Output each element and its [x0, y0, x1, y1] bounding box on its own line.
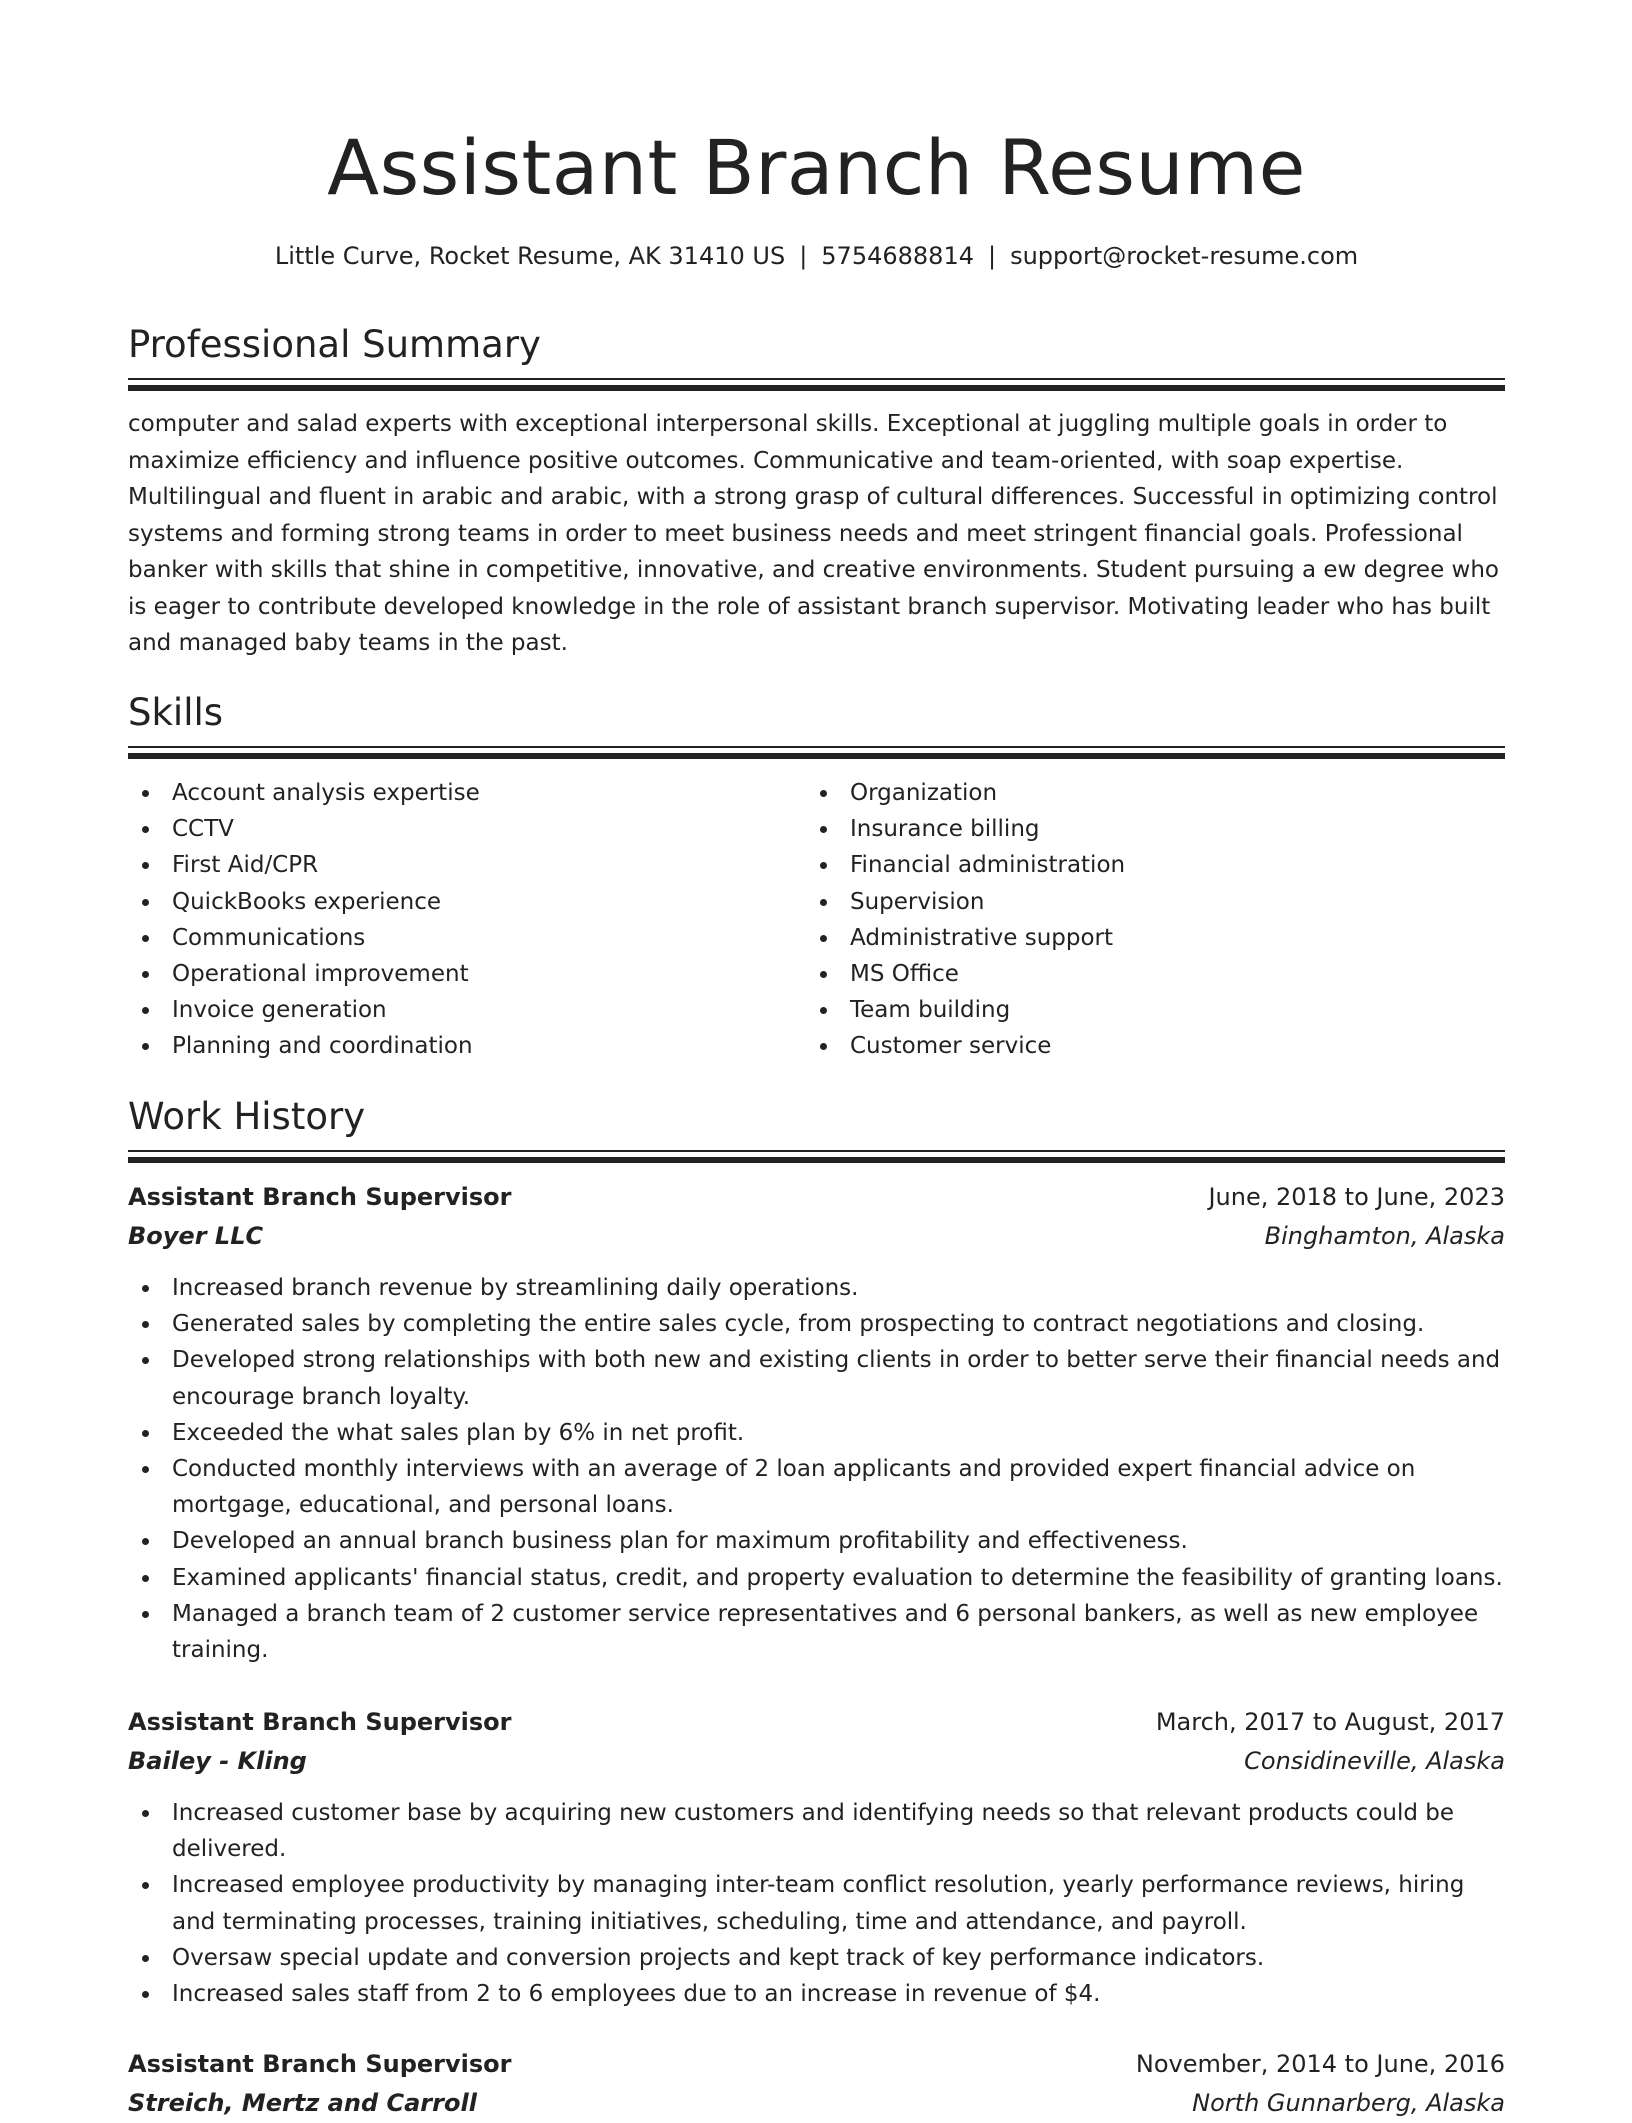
section-divider — [128, 1150, 1505, 1163]
summary-text: computer and salad experts with exceptional interpersonal skills. Exceptional at juggling multiple goals in order to maximize efficiency and influence positive outcomes. Communicative and team-oriented, with soap expertise. Multilingual and fluent in arabic and arabic, with a strong grasp of cultural differences. Successful in optimizing control systems and forming strong teams in order to meet business needs and meet stringent financial goals. Professional banker with skills that shine in competitive, innovative, and creative environments. Student pursuing a ew degree who is eager to contribute developed knowledge in the role of assistant branch supervisor. Motivating leader who has built and managed baby teams in the past. — [128, 411, 1499, 656]
job-bullet: Conducted monthly interviews with an average of 2 loan applicants and provided expert financial advice on mortgage, educational, and personal loans. — [128, 1451, 1505, 1523]
skill-item: Customer service — [806, 1028, 1446, 1064]
job-bullet: Increased employee productivity by managing inter-team conflict resolution, yearly performance reviews, hiring and terminating processes, training initiatives, scheduling, time and attendance, and payroll. — [128, 1867, 1505, 1939]
skills-heading: Skills — [128, 691, 224, 734]
job-bullet: Increased customer base by acquiring new customers and identifying needs so that relevant products could be delivered. — [128, 1795, 1505, 1867]
skill-item: Operational improvement — [128, 956, 768, 992]
contact-email: support@rocket-resume.com — [1010, 242, 1359, 270]
skill-item: Invoice generation — [128, 992, 768, 1028]
skill-item: First Aid/CPR — [128, 847, 768, 883]
job-bullet: Developed an annual branch business plan for maximum profitability and effectiveness. — [128, 1523, 1505, 1559]
job-bullets — [128, 1795, 1505, 2012]
skill-item: Team building — [806, 992, 1446, 1028]
job-title: Assistant Branch Supervisor — [128, 1708, 512, 1736]
job-header-row — [128, 1703, 1505, 1742]
skill-item: Communications — [128, 920, 768, 956]
job-company: Boyer LLC — [128, 1222, 264, 1250]
contact-separator: | — [799, 242, 808, 270]
job-entry — [128, 1178, 1505, 1668]
skill-item: Account analysis expertise — [128, 775, 768, 811]
contact-address: Little Curve, Rocket Resume, AK 31410 US — [274, 242, 786, 270]
job-bullet: Generated sales by completing the entire sales cycle, from prospecting to contract negotiations and closing. — [128, 1306, 1505, 1342]
job-title: Assistant Branch Supervisor — [128, 1183, 512, 1211]
skill-item: Insurance billing — [806, 811, 1446, 847]
job-bullet: Developed strong relationships with both new and existing clients in order to better serve their financial needs and encourage branch loyalty. — [128, 1342, 1505, 1414]
skills-list-left — [128, 775, 768, 1065]
contact-phone: 5754688814 — [821, 242, 974, 270]
job-header-row — [128, 1178, 1505, 1217]
skill-item: Administrative support — [806, 920, 1446, 956]
contact-line — [128, 238, 1505, 274]
job-company-row — [128, 1742, 1505, 1781]
job-dates: June, 2018 to June, 2023 — [1208, 1183, 1505, 1211]
section-divider — [128, 746, 1505, 759]
skill-item: Planning and coordination — [128, 1028, 768, 1064]
skill-item: Supervision — [806, 884, 1446, 920]
skill-item: Financial administration — [806, 847, 1446, 883]
job-entry — [128, 2045, 1505, 2123]
skill-item: Organization — [806, 775, 1446, 811]
section-divider — [128, 378, 1505, 391]
job-company-row — [128, 2084, 1505, 2123]
job-company: Streich, Mertz and Carroll — [128, 2089, 477, 2117]
job-location: Considineville, Alaska — [1244, 1747, 1505, 1775]
skill-item: CCTV — [128, 811, 768, 847]
summary-heading: Professional Summary — [128, 323, 541, 366]
job-dates: November, 2014 to June, 2016 — [1135, 2050, 1505, 2078]
job-bullets — [128, 1270, 1505, 1668]
work-history-heading: Work History — [128, 1095, 366, 1138]
skills-list-right — [806, 775, 1446, 1065]
contact-separator: | — [987, 242, 997, 270]
job-location: North Gunnarberg, Alaska — [1192, 2089, 1505, 2117]
job-company: Bailey - Kling — [128, 1747, 307, 1775]
job-title: Assistant Branch Supervisor — [128, 2050, 512, 2078]
job-entry — [128, 1703, 1505, 2012]
job-bullet: Increased sales staff from 2 to 6 employees due to an increase in revenue of $4. — [128, 1976, 1505, 2012]
job-bullet: Examined applicants' financial status, credit, and property evaluation to determine the feasibility of granting loans. — [128, 1560, 1505, 1596]
job-bullet: Increased branch revenue by streamlining daily operations. — [128, 1270, 1505, 1306]
job-dates: March, 2017 to August, 2017 — [1155, 1708, 1505, 1736]
job-bullet: Oversaw special update and conversion projects and kept track of key performance indicators. — [128, 1940, 1505, 1976]
job-company-row — [128, 1217, 1505, 1256]
job-bullet: Managed a branch team of 2 customer service representatives and 6 personal bankers, as well as new employee training. — [128, 1596, 1505, 1668]
job-header-row — [128, 2045, 1505, 2084]
skill-item: QuickBooks experience — [128, 884, 768, 920]
skill-item: MS Office — [806, 956, 1446, 992]
job-location: Binghamton, Alaska — [1264, 1222, 1505, 1250]
resume-title: Assistant Branch Resume — [327, 123, 1306, 212]
job-bullet: Exceeded the what sales plan by 6% in net profit. — [128, 1415, 1505, 1451]
